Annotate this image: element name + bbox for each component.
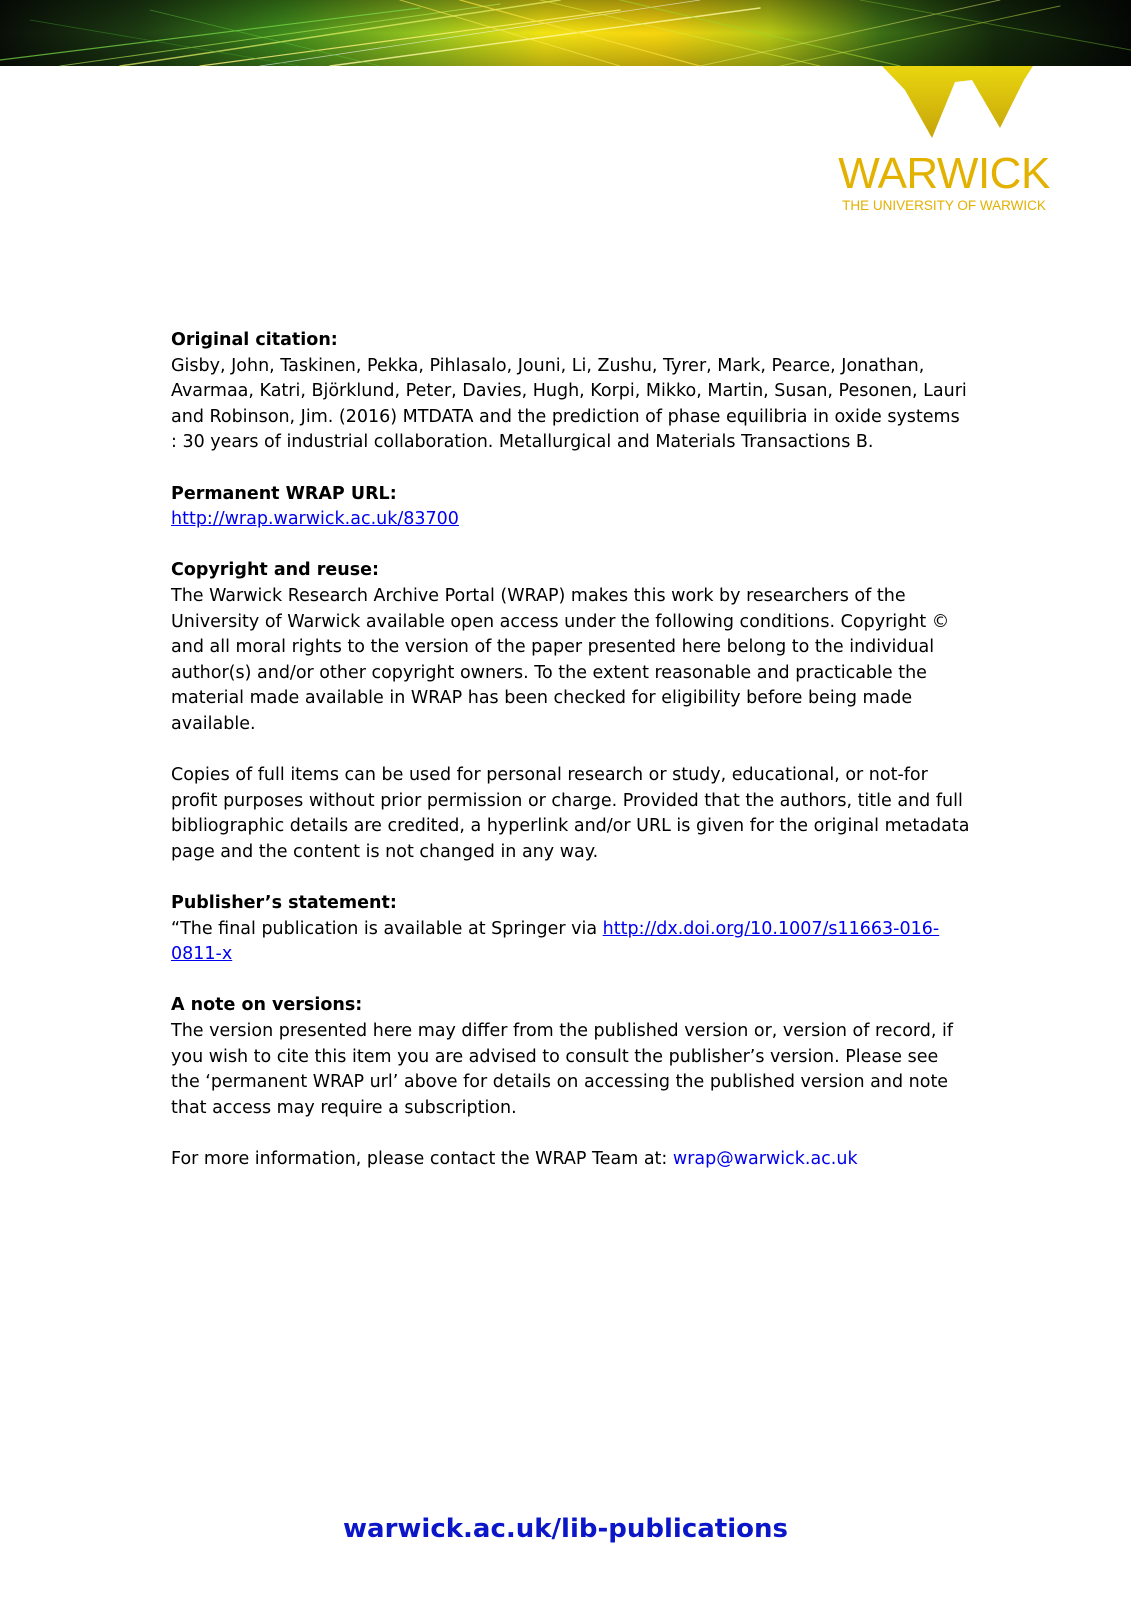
citation-section bbox=[171, 328, 971, 456]
contact-email-link[interactable]: wrap@warwick.ac.uk bbox=[672, 1149, 858, 1169]
copyright-section-continued bbox=[171, 763, 971, 865]
contact-text bbox=[171, 1147, 971, 1173]
publisher-section bbox=[171, 891, 971, 968]
wrap-url-section bbox=[171, 482, 971, 533]
publisher-text bbox=[171, 917, 971, 968]
footer-url[interactable]: warwick.ac.uk/lib-publications bbox=[343, 1514, 788, 1544]
citation-text: Gisby, John, Taskinen, Pekka, Pihlasalo, Jouni, Li, Zushu, Tyrer, Mark, Pearce, Jonathan, Avarmaa, Katri, Björklund, Peter, Davies, Hugh, Korpi, Mikko, Martin, Susan, Pesonen, Lauri and Robinson, Jim. (2016) MTDATA and the prediction of phase equilibria in oxide systems : 30 years of industrial collaboration. Metallurgical and Materials Transactions B. bbox=[171, 355, 967, 453]
cover-page-body bbox=[171, 328, 971, 1198]
header-banner bbox=[0, 0, 1131, 160]
copyright-heading: Copyright and reuse: bbox=[171, 560, 380, 581]
copyright-paragraph-2: Copies of full items can be used for personal research or study, educational, or not-for profit purposes without prior permission or charge. Provided that the authors, title and full bibliographic details are credited, a hyperlink and/or URL is given for the original metadata page and the content is not changed in any way. bbox=[171, 765, 970, 862]
copyright-section bbox=[171, 558, 971, 737]
contact-section bbox=[171, 1147, 971, 1173]
wrap-url-link[interactable]: http://wrap.warwick.ac.uk/83700 bbox=[171, 509, 459, 530]
citation-heading: Original citation: bbox=[171, 330, 338, 350]
versions-section bbox=[171, 993, 971, 1121]
logo-subtitle: THE UNIVERSITY OF WARWICK bbox=[842, 198, 1046, 213]
versions-text: The version presented here may differ from the published version or, version of record, if you wish to cite this item you are advised to consult the publisher’s version. Please see the ‘permanent WRAP url’ above for details on accessing the published version and note that access may require a subscription. bbox=[171, 1021, 954, 1118]
doi-link[interactable]: http://dx.doi.org/10.1007/s11663-016-0811-x bbox=[171, 918, 940, 965]
versions-heading: A note on versions: bbox=[171, 995, 363, 1016]
copyright-paragraph-1: The Warwick Research Archive Portal (WRAP) makes this work by researchers of the University of Warwick available open access under the following conditions. Copyright © and all moral rights to the version of the paper presented here belong to the individual author(s) and/or other copyright owners. To the extent reasonable and practicable the material made available in WRAP has been checked for eligibility before being made available. bbox=[171, 585, 950, 734]
logo-wordmark: WARWICK bbox=[838, 149, 1050, 198]
wrap-url-heading: Permanent WRAP URL: bbox=[171, 483, 397, 504]
contact-prompt: For more information, please contact the WRAP Team at: bbox=[171, 1149, 673, 1169]
publisher-heading: Publisher’s statement: bbox=[171, 893, 397, 914]
publisher-statement: “The final publication is available at Springer via bbox=[171, 918, 603, 939]
